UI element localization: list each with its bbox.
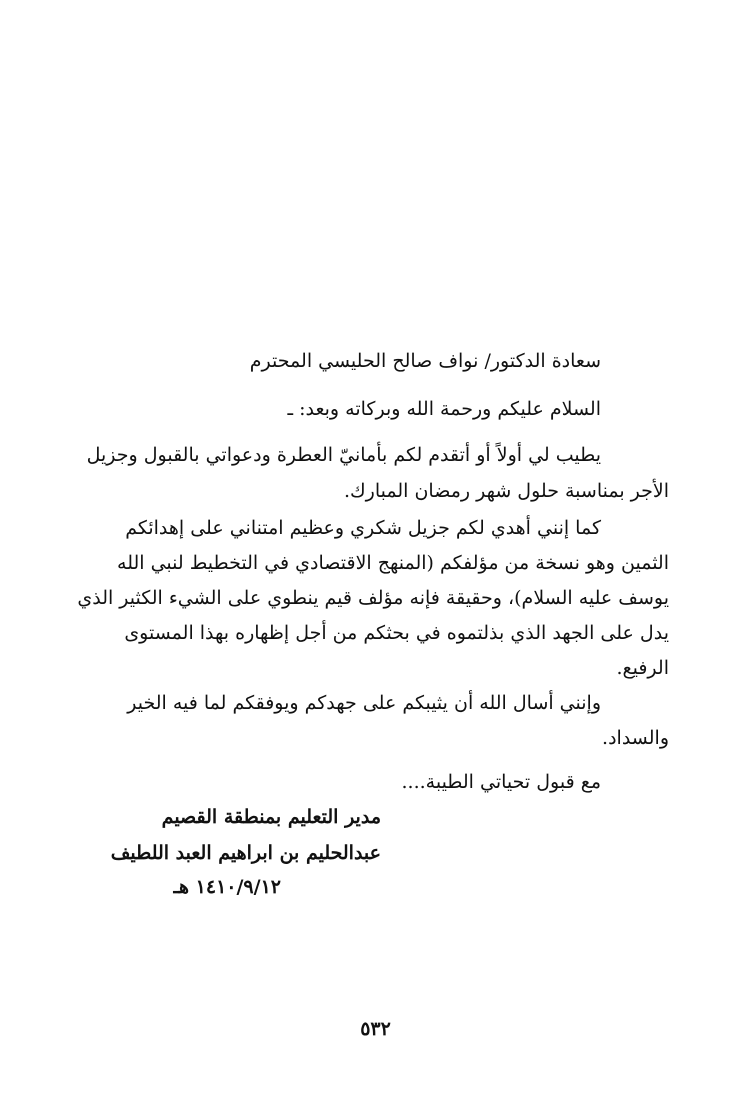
paragraph-1-line-1: يطيب لي أولاً أو أتقدم لكم بأمانيّ العطرة ودعواتي بالقبول وجزيل [86,444,601,466]
page-number: ٥٣٢ [360,1018,391,1040]
paragraph-3-line-2: والسداد. [602,727,669,749]
paragraph-3-line-1: وإنني أسال الله أن يثيبكم على جهدكم ويوفقكم لما فيه الخير [127,692,601,714]
letter-greeting: السلام عليكم ورحمة الله وبركاته وبعد: ـ [287,398,601,420]
paragraph-2-line-1: كما إنني أهدي لكم جزيل شكري وعظيم امتناني على إهدائكم [125,517,601,539]
paragraph-2-line-5: الرفيع. [616,657,669,679]
paragraph-1-line-2: الأجر بمناسبة حلول شهر رمضان المبارك. [343,480,669,502]
paragraph-2-line-3: يوسف عليه السلام)، وحقيقة فإنه مؤلف قيم ينطوي على الشيء الكثير الذي [77,587,669,609]
signature-name: عبدالحليم بن ابراهيم العبد اللطيف [110,842,381,864]
letter-salutation: سعادة الدكتور/ نواف صالح الحليسي المحترم [249,350,601,372]
signature-date: ١٤١٠/٩/١٢ هـ [173,876,281,898]
paragraph-2-line-4: يدل على الجهد الذي بذلتموه في بحثكم من أجل إظهاره بهذا المستوى [124,622,669,644]
letter-closing: مع قبول تحياتي الطيبة.... [401,771,601,793]
signature-title: مدير التعليم بمنطقة القصيم [161,806,381,828]
paragraph-2-line-2: الثمين وهو نسخة من مؤلفكم (المنهج الاقتصادي في التخطيط لنبي الله [117,552,669,574]
